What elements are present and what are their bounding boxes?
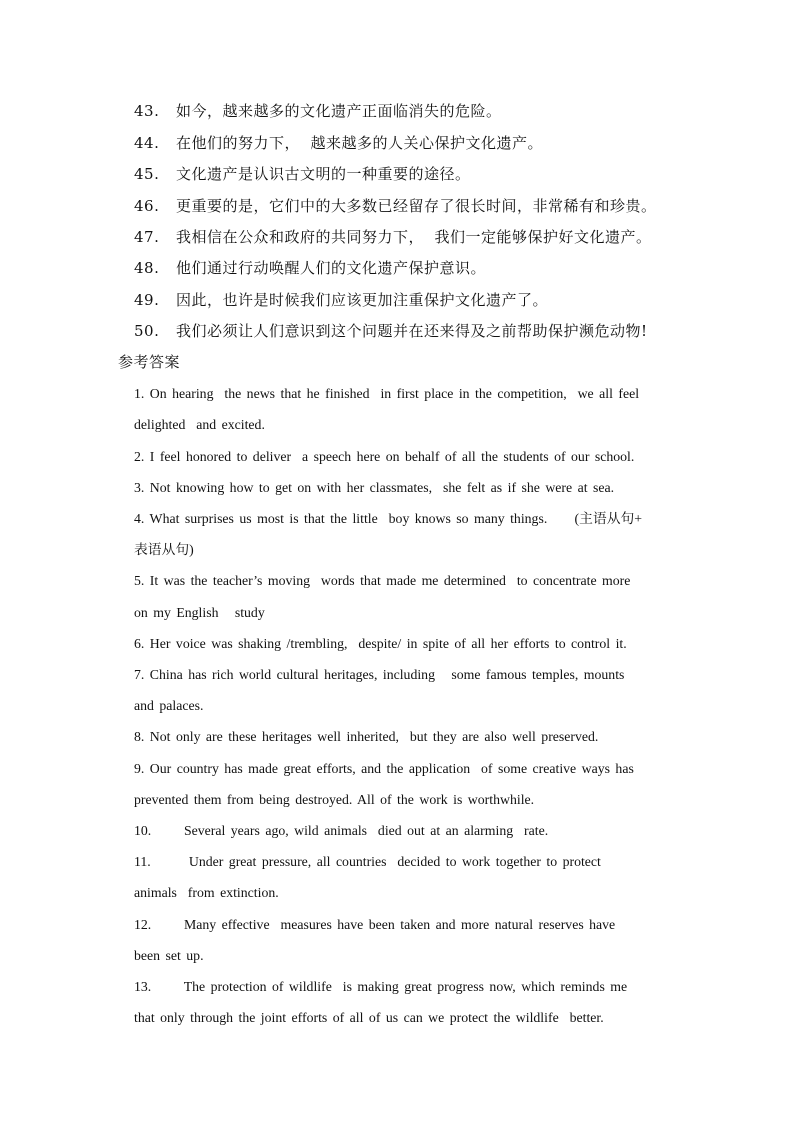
answer-line: that only through the joint efforts of all of us can we protect the wildlife better. [134,1010,604,1025]
answer-line: 8. Not only are these heritages well inherited, but they are also well preserved. [134,729,599,744]
answer-line: animals from extinction. [134,885,279,900]
sentence-text: 我相信在公众和政府的共同努力下， 我们一定能够保护好文化遗产。 [176,228,652,246]
answer-heading: 参考答案 [118,353,181,371]
answer-line: 10. Several years ago, wild animals died out at an alarming rate. [134,823,549,838]
answer-line: 5. It was the teacher’s moving words that made me determined to concentrate more [134,573,631,588]
answer-line: 12. Many effective measures have been taken and more natural reserves have [134,917,616,932]
answer-line: 9. Our country has made great efforts, and the application of some creative ways has [134,761,634,776]
answer-line: 11. Under great pressure, all countries decided to work together to protect [134,854,601,869]
zh-sentence-45 [134,164,471,184]
sentence-number: 46. [134,197,160,215]
sentence-text: 因此，也许是时候我们应该更加注重保护文化遗产了。 [176,291,549,309]
sentence-text: 如今，越来越多的文化遗产正面临消失的危险。 [176,102,502,120]
sentence-number: 50. [134,322,160,340]
answer-line: 4. What surprises us most is that the little boy knows so many things. (主语从句+ [134,511,643,526]
answer-line: on my English study [134,605,265,620]
answer-line: 6. Her voice was shaking /trembling, despite/ in spite of all her efforts to control it. [134,636,627,651]
sentence-number: 47. [134,228,160,246]
sentence-text: 他们通过行动唤醒人们的文化遗产保护意识。 [176,259,487,277]
sentence-number: 48. [134,259,160,277]
sentence-number: 45. [134,165,160,183]
zh-sentence-49 [134,290,548,310]
answer-line: 13. The protection of wildlife is making great progress now, which reminds me [134,979,628,994]
answer-line: 2. I feel honored to deliver a speech here on behalf of all the students of our school. [134,449,635,464]
answer-line: 1. On hearing the news that he finished in first place in the competition, we all feel [134,386,640,401]
answer-line: prevented them from being destroyed. All of the work is worthwhile. [134,792,535,807]
sentence-text: 文化遗产是认识古文明的一种重要的途径。 [176,165,471,183]
answer-line: 3. Not knowing how to get on with her classmates, she felt as if she were at sea. [134,480,615,495]
sentence-number: 43. [134,102,160,120]
answer-line: delighted and excited. [134,417,265,432]
zh-sentence-43 [134,101,502,121]
answer-line: 7. China has rich world cultural heritages, including some famous temples, mounts [134,667,625,682]
sentence-number: 49. [134,291,160,309]
zh-sentence-48 [134,258,486,278]
sentence-number: 44. [134,134,160,152]
sentence-text: 在他们的努力下， 越来越多的人关心保护文化遗产。 [176,134,544,152]
answer-line: been set up. [134,948,204,963]
zh-sentence-50 [134,321,648,341]
zh-sentence-46 [134,196,657,216]
answer-line: and palaces. [134,698,204,713]
zh-sentence-47 [134,227,652,247]
sentence-text: 我们必须让人们意识到这个问题并在还来得及之前帮助保护濒危动物! [176,322,648,340]
sentence-text: 更重要的是，它们中的大多数已经留存了很长时间，非常稀有和珍贵。 [176,197,657,215]
zh-sentence-44 [134,133,543,153]
answer-line: 表语从句) [134,542,194,557]
